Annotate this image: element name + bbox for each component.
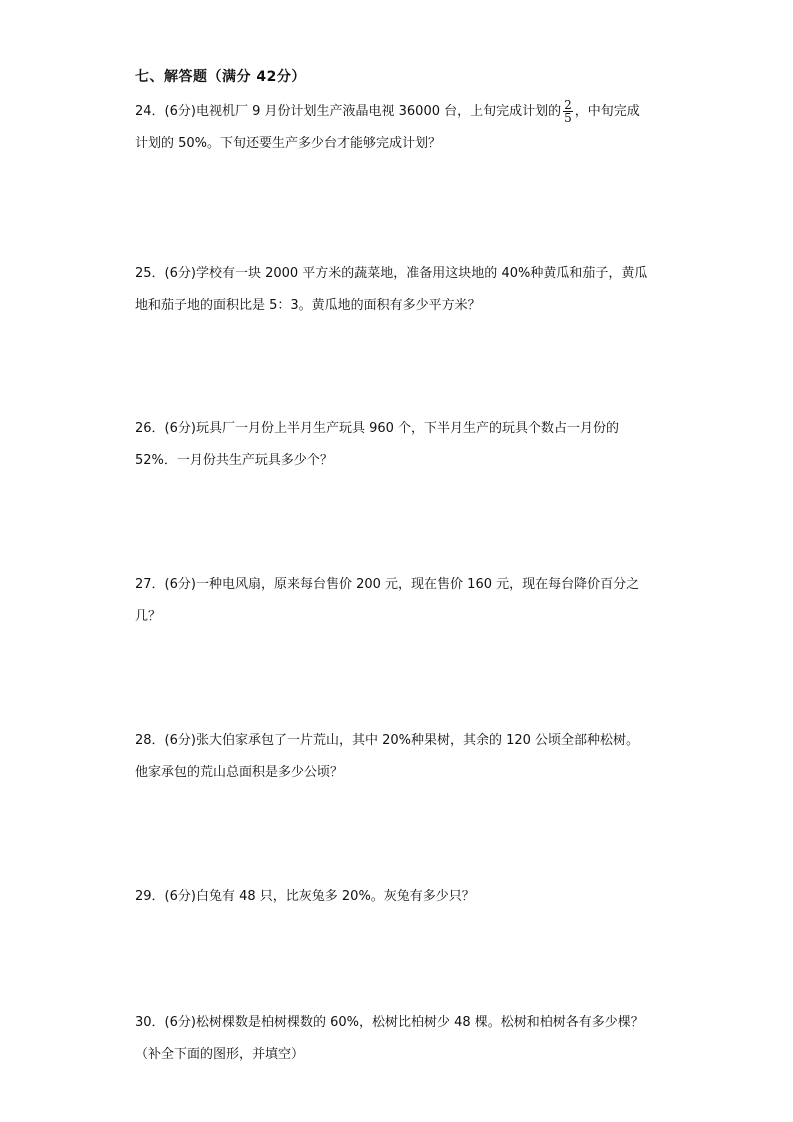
question-24-text-a: 24．(6分)电视机厂 9 月份计划生产液晶电视 36000 台，上旬完成计划的 xyxy=(135,104,562,119)
fraction-denominator: 5 xyxy=(564,111,572,125)
question-28-line-1: 28．(6分)张大伯家承包了一片荒山，其中 20%种果树，其余的 120 公顷全部种松树。 xyxy=(135,733,640,748)
question-28 xyxy=(135,725,675,789)
question-26-line-1: 26．(6分)玩具厂一月份上半月生产玩具 960 个，下半月生产的玩具个数占一月份的 xyxy=(135,421,620,436)
question-27 xyxy=(135,569,675,633)
question-30-line-1: 30．(6分)松树棵数是柏树棵数的 60%，松树比柏树少 48 棵。松树和柏树各有多少棵？ xyxy=(135,1015,644,1030)
section-title: 七、解答题（满分 42分） xyxy=(135,69,306,85)
question-26 xyxy=(135,413,675,477)
question-30-line-2: （补全下面的图形，并填空） xyxy=(135,1047,305,1062)
question-24-text-b: ，中旬完成 xyxy=(574,104,640,119)
question-24 xyxy=(135,96,675,160)
question-30 xyxy=(135,1007,675,1071)
question-29-line-1: 29．(6分)白兔有 48 只，比灰兔多 20%。灰兔有多少只？ xyxy=(135,889,475,904)
question-24-line-1 xyxy=(135,96,675,128)
question-28-line-2: 他家承包的荒山总面积是多少公顷？ xyxy=(135,765,344,780)
question-25-line-1: 25．(6分)学校有一块 2000 平方米的蔬菜地，准备用这块地的 40%种黄瓜和茄子，黄瓜 xyxy=(135,266,648,281)
question-25 xyxy=(135,258,675,322)
question-27-line-1: 27．(6分)一种电风扇，原来每台售价 200 元，现在售价 160 元，现在每台降价百分之 xyxy=(135,577,640,592)
question-25-line-2: 地和茄子地的面积比是 5：3。黄瓜地的面积有多少平方米？ xyxy=(135,298,481,313)
question-26-line-2: 52%．一月份共生产玩具多少个？ xyxy=(135,453,333,468)
question-29 xyxy=(135,881,675,913)
fraction-numerator: 2 xyxy=(564,98,572,112)
fraction-two-fifths xyxy=(563,99,573,124)
question-24-line-2: 计划的 50%。下旬还要生产多少台才能够完成计划？ xyxy=(135,136,442,151)
question-27-line-2: 几？ xyxy=(135,609,162,624)
